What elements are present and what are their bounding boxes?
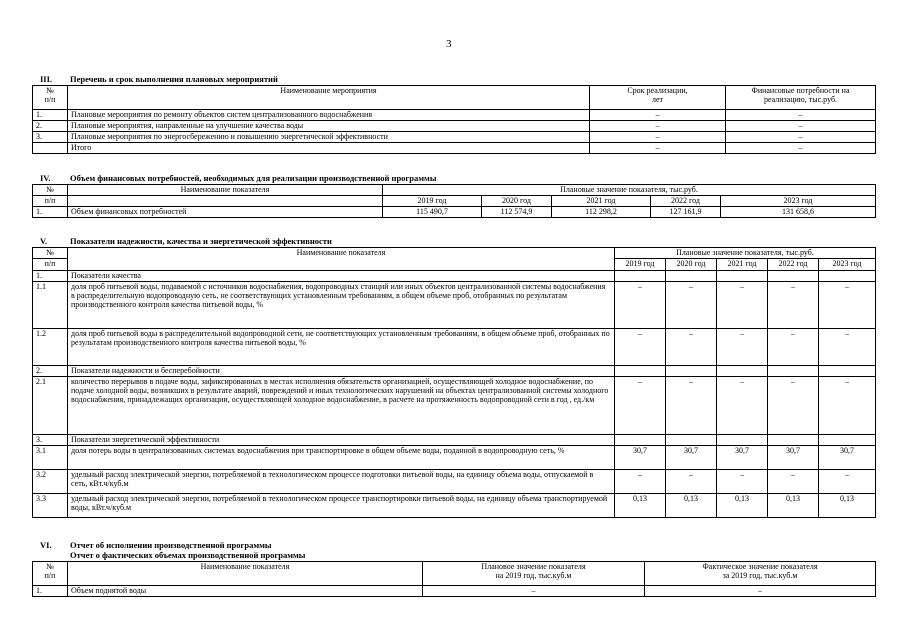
row-name: Плановые мероприятия, направленные на улучшение качества воды bbox=[68, 121, 590, 132]
row-name: удельный расход электрической энергии, потребляемой в технологическом процессе подготовки питьевой воды, на единицу объема воды, отпускаемой в сеть, кВт.ч/куб.м bbox=[68, 470, 615, 494]
row-finance: – bbox=[726, 110, 876, 121]
row-number: 1.2 bbox=[33, 329, 68, 366]
col-header-blank bbox=[68, 196, 383, 207]
section-6-subtitle: Отчет о фактических объемах производственной программы bbox=[70, 550, 306, 560]
value-cell: 30,7 bbox=[768, 446, 819, 470]
col-header-year: 2023 год bbox=[721, 196, 876, 207]
value-cell: – bbox=[768, 329, 819, 366]
row-name: Объем поднятой воды bbox=[68, 586, 423, 597]
row-number bbox=[33, 143, 68, 154]
value-cell: – bbox=[615, 329, 666, 366]
table-row bbox=[33, 207, 876, 218]
section-3-table bbox=[32, 85, 876, 154]
row-number: 1.1 bbox=[33, 282, 68, 329]
col-header-year: 2020 год bbox=[482, 196, 552, 207]
value-cell: – bbox=[819, 470, 876, 494]
value-cell: 127 161,9 bbox=[651, 207, 721, 218]
value-cell: 0,13 bbox=[819, 494, 876, 518]
value-cell: – bbox=[819, 377, 876, 435]
section-5-number: V. bbox=[40, 236, 48, 246]
row-name: Объем финансовых потребностей bbox=[68, 207, 383, 218]
table-row bbox=[33, 282, 876, 329]
col-header-no: № bbox=[33, 248, 68, 259]
row-number: 3. bbox=[33, 435, 68, 446]
col-header-name: Наименование мероприятия bbox=[68, 86, 590, 110]
section-3-title: Перечень и срок выполнения плановых мероприятий bbox=[70, 74, 278, 84]
section-6-number: VI. bbox=[40, 540, 52, 550]
group-row bbox=[33, 271, 876, 282]
row-name: доля потерь воды в централизованных системах водоснабжения при транспортировке в общем объеме воды, поданной в водопроводную сеть, % bbox=[68, 446, 615, 470]
row-number: 3. bbox=[33, 132, 68, 143]
value-cell: 112 298,2 bbox=[552, 207, 651, 218]
table-row-total bbox=[33, 143, 876, 154]
section-5-table bbox=[32, 247, 876, 518]
row-number: 3.3 bbox=[33, 494, 68, 518]
col-header-plan: Плановое значение показателя на 2019 год, тыс.куб.м bbox=[423, 562, 645, 586]
row-number: 3.1 bbox=[33, 446, 68, 470]
col-header-no: № п/п bbox=[33, 562, 68, 586]
value-cell: – bbox=[615, 377, 666, 435]
page-number: 3 bbox=[446, 38, 452, 50]
section-4-title: Объем финансовых потребностей, необходимых для реализации производственной программы bbox=[70, 173, 437, 183]
table-row bbox=[33, 494, 876, 518]
row-number: 3.2 bbox=[33, 470, 68, 494]
col-header-plan: Плановые значение показателя, тыс.руб. bbox=[383, 185, 876, 196]
col-header-name: Наименование показателя bbox=[68, 185, 383, 196]
value-cell: – bbox=[768, 377, 819, 435]
value-cell: 30,7 bbox=[666, 446, 717, 470]
row-name: доля проб питьевой воды, подаваемой с источников водоснабжения, водопроводных станций или иных объектов централизованной системы водоснабжения в распределительную водопроводную сеть, не соответствующих установленным требованиям, в общем объеме проб, отобранных по результатам производственного контроля качества питьевой воды, % bbox=[68, 282, 615, 329]
section-5-title: Показатели надежности, качества и энергетической эффективности bbox=[70, 236, 332, 246]
group-name: Показатели энергетической эффективности bbox=[68, 435, 615, 446]
section-6-heading bbox=[40, 540, 272, 550]
section-3-number: III. bbox=[40, 74, 53, 84]
row-finance: – bbox=[726, 132, 876, 143]
col-header-no: п/п bbox=[33, 196, 68, 207]
col-header-term: Срок реализации, лет bbox=[590, 86, 726, 110]
row-term: – bbox=[590, 121, 726, 132]
row-plan: – bbox=[423, 586, 645, 597]
row-number: 2. bbox=[33, 121, 68, 132]
table-row bbox=[33, 132, 876, 143]
table-row bbox=[33, 470, 876, 494]
col-header-no: п/п bbox=[33, 259, 68, 271]
row-name: Итого bbox=[68, 143, 590, 154]
row-term: – bbox=[590, 132, 726, 143]
section-4-number: IV. bbox=[40, 173, 51, 183]
value-cell: 0,13 bbox=[615, 494, 666, 518]
value-cell: – bbox=[666, 377, 717, 435]
col-header-year: 2021 год bbox=[717, 259, 768, 271]
value-cell: 0,13 bbox=[666, 494, 717, 518]
value-cell: – bbox=[717, 377, 768, 435]
col-header-name: Наименование показателя bbox=[68, 248, 615, 271]
section-3-heading bbox=[40, 74, 278, 84]
row-number: 1. bbox=[33, 207, 68, 218]
row-name: Плановые мероприятия по ремонту объектов систем централизованного водоснабжения bbox=[68, 110, 590, 121]
row-finance: – bbox=[726, 143, 876, 154]
row-name: количество перерывов в подаче воды, зафиксированных в местах исполнения обязательств организацией, осуществляющей холодное водоснабжение, по подаче холодной воды, возникших в результате аварий, повреждений и иных технологических нарушений на объектах централизованной системы холодного водоснабжения, принадлежащих организации, осуществляющей холодное водоснабжение, в расчете на протяженность водопроводной сети в год , ед./км bbox=[68, 377, 615, 435]
table-header-row bbox=[33, 185, 876, 196]
table-row bbox=[33, 377, 876, 435]
group-name: Показатели надежности и бесперебойности bbox=[68, 366, 615, 377]
value-cell: – bbox=[717, 282, 768, 329]
table-header-row bbox=[33, 562, 876, 586]
col-header-year: 2023 год bbox=[819, 259, 876, 271]
value-cell: 131 658,6 bbox=[721, 207, 876, 218]
value-cell: 112 574,9 bbox=[482, 207, 552, 218]
table-row bbox=[33, 329, 876, 366]
value-cell: 0,13 bbox=[768, 494, 819, 518]
value-cell: – bbox=[615, 470, 666, 494]
section-4-table bbox=[32, 184, 876, 218]
table-header-row bbox=[33, 196, 876, 207]
col-header-plan: Плановые значение показателя, тыс.руб. bbox=[615, 248, 876, 259]
col-header-name: Наименование показателя bbox=[68, 562, 423, 586]
row-name: Плановые мероприятия по энергосбережению и повышению энергетической эффективности bbox=[68, 132, 590, 143]
table-header-row bbox=[33, 248, 876, 259]
table-row bbox=[33, 110, 876, 121]
section-5-heading bbox=[40, 236, 332, 246]
row-number: 1. bbox=[33, 586, 68, 597]
col-header-no: № bbox=[33, 185, 68, 196]
group-row bbox=[33, 366, 876, 377]
col-header-year: 2022 год bbox=[651, 196, 721, 207]
col-header-fact: Фактическое значение показателя за 2019 год, тыс.куб.м bbox=[645, 562, 876, 586]
col-header-year: 2019 год bbox=[383, 196, 482, 207]
row-number: 1. bbox=[33, 271, 68, 282]
value-cell: 115 490,7 bbox=[383, 207, 482, 218]
row-fact: – bbox=[645, 586, 876, 597]
value-cell: 30,7 bbox=[819, 446, 876, 470]
row-term: – bbox=[590, 143, 726, 154]
value-cell: 0,13 bbox=[717, 494, 768, 518]
row-name: удельный расход электрической энергии, потребляемой в технологическом процессе транспортировки питьевой воды, на единицу объема транспортируемой воды, кВт.ч/куб.м bbox=[68, 494, 615, 518]
value-cell: – bbox=[819, 282, 876, 329]
row-number: 2.1 bbox=[33, 377, 68, 435]
col-header-year: 2021 год bbox=[552, 196, 651, 207]
value-cell: 30,7 bbox=[615, 446, 666, 470]
row-finance: – bbox=[726, 121, 876, 132]
row-name: доля проб питьевой воды в распределительной водопроводной сети, не соответствующих установленным требованиям, в общем объеме проб, отобранных по результатам производственного контроля качества питьевой воды, % bbox=[68, 329, 615, 366]
col-header-year: 2022 год bbox=[768, 259, 819, 271]
table-row bbox=[33, 121, 876, 132]
table-header-row bbox=[33, 86, 876, 110]
table-row bbox=[33, 586, 876, 597]
value-cell: – bbox=[717, 329, 768, 366]
section-6-title: Отчет об исполнении производственной программы bbox=[70, 540, 272, 550]
col-header-year: 2020 год bbox=[666, 259, 717, 271]
row-number: 1. bbox=[33, 110, 68, 121]
value-cell: – bbox=[717, 470, 768, 494]
section-6-table bbox=[32, 561, 876, 597]
value-cell: – bbox=[666, 282, 717, 329]
value-cell: 30,7 bbox=[717, 446, 768, 470]
row-number: 2. bbox=[33, 366, 68, 377]
group-row bbox=[33, 435, 876, 446]
value-cell: – bbox=[819, 329, 876, 366]
col-header-no: № п/п bbox=[33, 86, 68, 110]
row-term: – bbox=[590, 110, 726, 121]
value-cell: – bbox=[615, 282, 666, 329]
col-header-year: 2019 год bbox=[615, 259, 666, 271]
group-name: Показатели качества bbox=[68, 271, 615, 282]
table-row bbox=[33, 446, 876, 470]
value-cell: – bbox=[768, 282, 819, 329]
value-cell: – bbox=[666, 470, 717, 494]
value-cell: – bbox=[666, 329, 717, 366]
value-cell: – bbox=[768, 470, 819, 494]
section-4-heading bbox=[40, 173, 436, 183]
col-header-finance: Финансовые потребности на реализацию, тыс.руб. bbox=[726, 86, 876, 110]
